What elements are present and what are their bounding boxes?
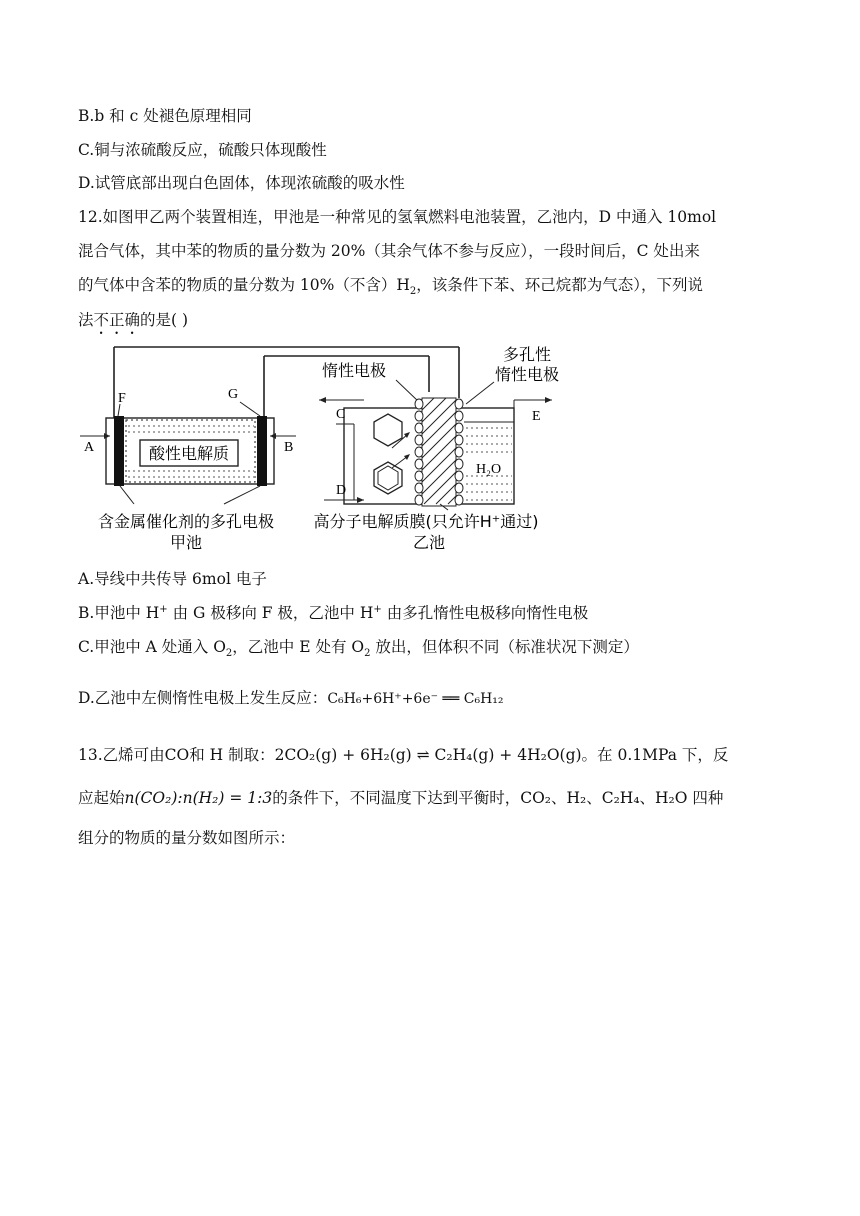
q13-stem-line1: 13.乙烯可由CO和 H 制取：2CO₂(g) + 6H₂(g) ⇌ C₂H₄(g) + 4H₂O(g)。在 0.1MPa 下，反 (78, 746, 729, 764)
q13-stem-line2: 应起始n(CO₂):n(H₂) = 1:3的条件下，不同温度下达到平衡时，CO₂、H₂、C₂H₄、H₂O 四种 (78, 789, 724, 807)
label-d: D (336, 483, 347, 498)
caption-yi-2: 乙池 (412, 533, 446, 552)
q12-option-c: C.甲池中 A 处通入 $O_2$，乙池中 E 处有 $O_2$ 放出，但体积不同（标准状况下测定） (78, 638, 639, 660)
q12-option-d: D.乙池中左侧惰性电极上发生反应：C₆H₆+6H⁺+6e⁻ ══ C₆H₁₂ (78, 689, 504, 707)
q11-option-b: B.b 和 c 处褪色原理相同 (78, 107, 252, 125)
q12-stem-line1: 12.如图甲乙两个装置相连，甲池是一种常见的氢氧燃料电池装置，乙池内，D 中通入 10mol (78, 208, 717, 226)
label-f: F (118, 391, 126, 406)
q12-option-a: A.导线中共传导 6mol 电子 (78, 570, 267, 588)
electrolyte-label: 酸性电解质 (148, 444, 230, 463)
caption-jia-1: 含金属催化剂的多孔电极 (97, 512, 275, 531)
label-g: G (228, 387, 239, 402)
equilibrium-equation: 2CO₂(g) + 6H₂(g) ⇌ C₂H₄(g) + 4H₂O(g) (274, 746, 582, 764)
porous-electrode-label-2: 惰性电极 (494, 365, 560, 384)
label-a: A (84, 440, 95, 455)
q12-stem-line2: 混合气体，其中苯的物质的量分数为 20%（其余气体不参与反应），一段时间后，C 处出来 (78, 242, 700, 260)
q12-stem-line3: 的气体中含苯的物质的量分数为 10%（不含）$H_2$，该条件下苯、环己烷都为气态），下列说 (78, 276, 704, 298)
caption-jia-2: 甲池 (169, 533, 203, 552)
porous-electrode-label-1: 多孔性 (502, 345, 552, 364)
inert-electrode-label: 惰性电极 (321, 361, 387, 380)
emphasis-not-correct: 不正确 (93, 311, 141, 329)
cell-yi (314, 345, 559, 552)
label-b: B (284, 440, 294, 455)
label-e: E (532, 409, 541, 424)
ratio-expression: n(CO₂):n(H₂) = 1:3 (124, 789, 273, 807)
q12-option-b: B.甲池中 H+ 由 G 极移向 F 极，乙池中 H+ 由多孔惰性电极移向惰性电极 (78, 603, 589, 622)
label-c: C (336, 407, 346, 422)
reaction-equation: C₆H₆+6H⁺+6e⁻ ══ C₆H₁₂ (327, 691, 504, 707)
q11-option-c: C.铜与浓硫酸反应，硫酸只体现酸性 (78, 141, 327, 159)
caption-yi-1: 高分子电解质膜(只允许H⁺通过) (313, 512, 539, 531)
q13-stem-line3: 组分的物质的量分数如图所示： (78, 829, 296, 847)
q12-stem-line4: 法不正确的是( ) (78, 311, 189, 329)
water-label: H₂O (476, 462, 502, 477)
q11-option-d: D.试管底部出现白色固体，体现浓硫酸的吸水性 (78, 174, 405, 192)
electrochemistry-figure (74, 340, 594, 555)
